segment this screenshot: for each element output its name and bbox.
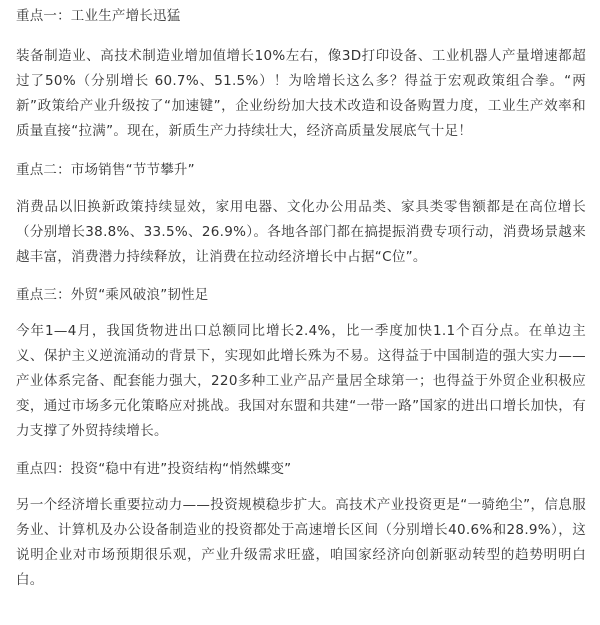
section-body-3: 今年1—4月，我国货物进出口总额同比增长2.4%，比一季度加快1.1个百分点。在单边主义、保护主义逆流涌动的背景下，实现如此增长殊为不易。这得益于中国制造的强大实力——产业体系完备、配套能力强大，220多种工业产品产量居全球第一；也得益于外贸企业积极应变，通过市场多元化策略应对挑战。我国对东盟和共建“一带一路”国家的进出口增长加快，有力支撑了外贸持续增长。 (16, 323, 586, 439)
section-body-1: 装备制造业、高技术制造业增加值增长10%左右，像3D打印设备、工业机器人产量增速都超过了50%（分别增长 60.7%、51.5%）！为啥增长这么多？得益于宏观政策组合拳。“两新”政策给产业升级按了“加速键”，企业纷纷加大技术改造和设备购置力度，工业生产效率和质量直接“拉满”。现在，新质生产力持续壮大，经济高质量发展底气十足！ (16, 48, 586, 139)
section-body-4: 另一个经济增长重要拉动力——投资规模稳步扩大。高技术产业投资更是“一骑绝尘”，信息服务业、计算机及办公设备制造业的投资都处于高速增长区间（分别增长40.6%和28.9%），这说明企业对市场预期很乐观，产业升级需求旺盛，咱国家经济向创新驱动转型的趋势明明白白。 (16, 497, 586, 588)
section-heading-3: 重点三：外贸“乘风破浪”韧性足 (16, 287, 209, 303)
section-body-2: 消费品以旧换新政策持续显效，家用电器、文化办公用品类、家具类零售额都是在高位增长（分别增长38.8%、33.5%、26.9%）。各地各部门都在搞提振消费专项行动，消费场景越来越丰富，消费潜力持续释放，让消费在拉动经济增长中占据“C位”。 (16, 199, 586, 265)
section-heading-2: 重点二：市场销售“节节攀升” (16, 162, 195, 178)
section-heading-4: 重点四：投资“稳中有进”投资结构“悄然蝶变” (16, 461, 292, 477)
section-heading-1: 重点一：工业生产增长迅猛 (16, 8, 181, 24)
